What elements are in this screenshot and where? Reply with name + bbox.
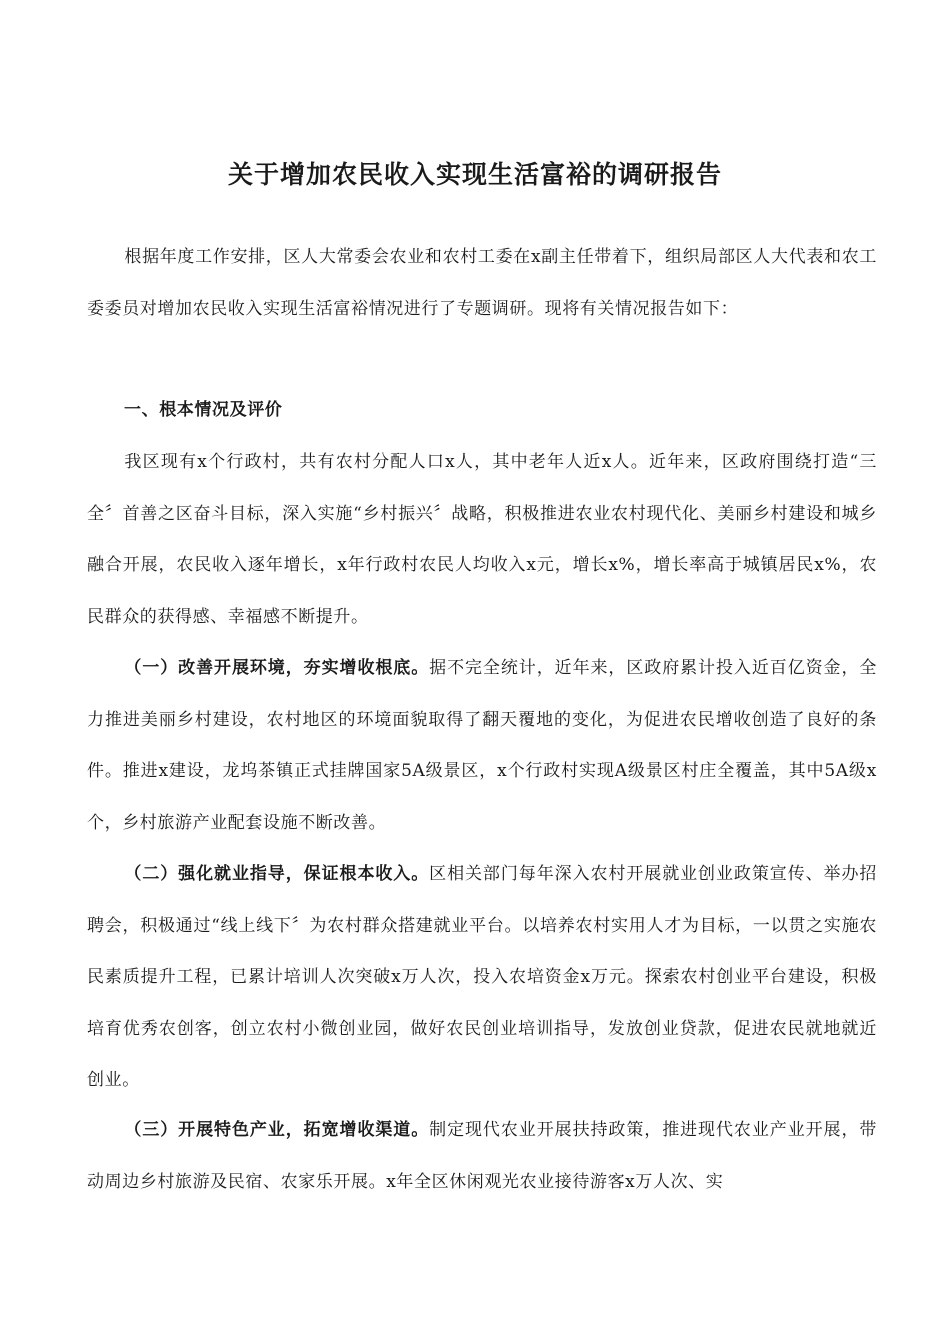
item-lead-2: （二）强化就业指导，保证根本收入。: [124, 864, 430, 884]
section-paragraph: 我区现有x个行政村，共有农村分配人口x人，其中老年人近x人。近年来，区政府围绕打造“三全〞首善之区奋斗目标，深入实施“乡村振兴〞战略，积极推进农业农村现代化、美丽乡村建设和城乡融合开展，农民收入逐年增长，x年行政村农民人均收入x元，增长x%，增长率高于城镇居民x%，农民群众的获得感、幸福感不断提升。: [87, 452, 877, 627]
item-lead-1: （一）改善开展环境，夯实增收根底。: [124, 658, 430, 678]
item-lead-3: （三）开展特色产业，拓宽增收渠道。: [124, 1120, 430, 1140]
item-paragraph-3: [87, 1105, 877, 1208]
document-title: 关于增加农民收入实现生活富裕的调研报告: [227, 160, 722, 189]
intro-paragraph: 根据年度工作安排，区人大常委会农业和农村工委在x副主任带着下，组织局部区人大代表和农工委委员对增加农民收入实现生活富裕情况进行了专题调研。现将有关情况报告如下：: [87, 247, 877, 319]
item-body-3: 制定现代农业开展扶持政策，推进现代农业产业开展，带动周边乡村旅游及民宿、农家乐开展。x年全区休闲观光农业接待游客x万人次、实: [87, 1120, 878, 1192]
item-body-1: 据不完全统计，近年来，区政府累计投入近百亿资金，全力推进美丽乡村建设，农村地区的环境面貌取得了翻天覆地的变化，为促进农民增收创造了良好的条件。推进x建设，龙坞茶镇正式挂牌国家5A级景区，x个行政村实现A级景区村庄全覆盖，其中5A级x个，乡村旅游产业配套设施不断改善。: [87, 658, 878, 833]
section-heading: 一、根本情况及评价: [124, 400, 283, 420]
item-paragraph-2: [87, 849, 877, 1107]
item-paragraph-1: [87, 643, 877, 849]
item-body-2: 区相关部门每年深入农村开展就业创业政策宣传、举办招聘会，积极通过“线上线下〞为农村群众搭建就业平台。以培养农村实用人才为目标，一以贯之实施农民素质提升工程，已累计培训人次突破x万人次，投入农培资金x万元。探索农村创业平台建设，积极培育优秀农创客，创立农村小微创业园，做好农民创业培训指导，发放创业贷款，促进农民就地就近创业。: [87, 864, 878, 1090]
